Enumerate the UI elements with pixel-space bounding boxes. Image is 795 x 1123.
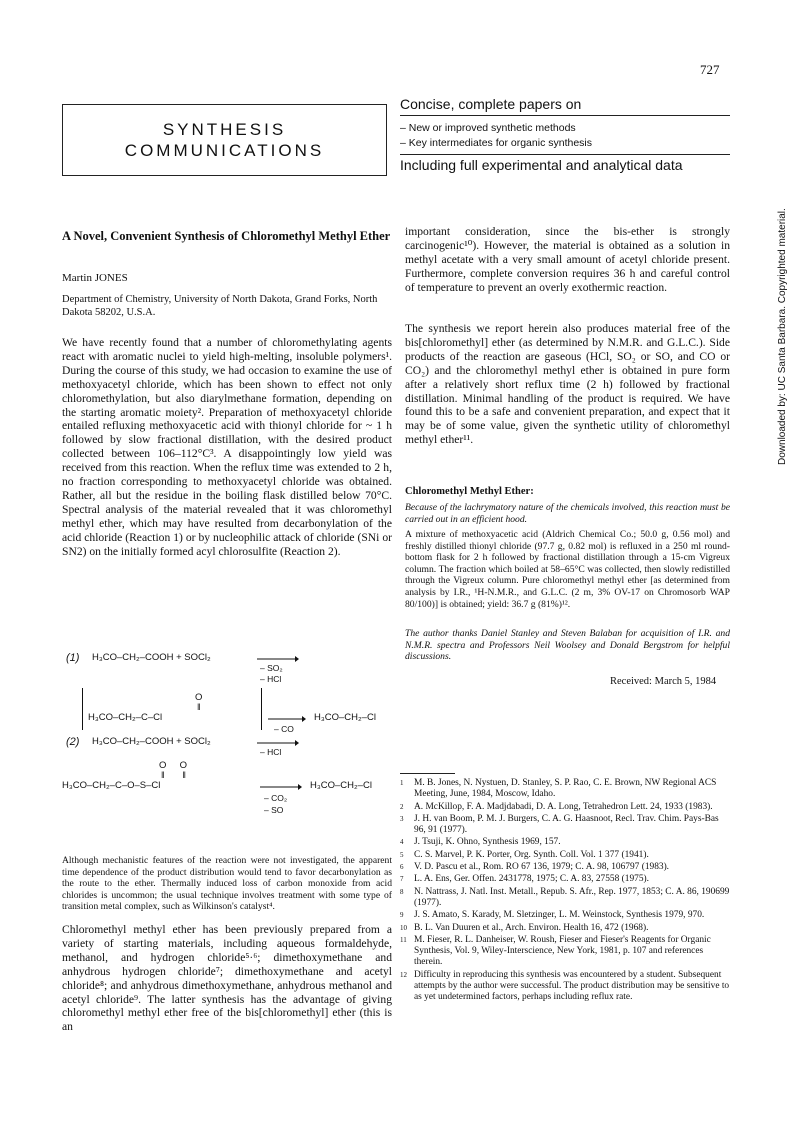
footnote-item [400,802,730,813]
acknowledgements: The author thanks Daniel Stanley and Steven Balaban for acquisition of I.R. and N.M.R. spectra and Professors Neil Woolsey and Donald Bergstrom for helpful discussions. [405,628,730,663]
footnote-text: N. Nattrass, J. Natl. Inst. Metall., Repub. S. Afr., Rep. 1977, 1853; C. A. 86, 190699 (1977). [414,886,730,908]
reaction-1-oxygen: O [195,692,203,703]
reaction-1-intermediate: H₃CO–CH₂–C–Cl [88,712,163,723]
footnote-item [400,923,730,934]
footnote-number: 9 [400,911,404,920]
right-paragraph-1: important consideration, since the bis-ether is strongly carcinogenic¹⁰). However, the material is obtained as a solution in methyl acetate with a very small amount of acetyl chloride present. Furthermore, complete conversion requires 36 h and careful control of temperature to prevent an overly exothermic reaction. [405,225,730,294]
reaction-2-product: H₃CO–CH₂–Cl [310,780,372,791]
reaction-1-arrow-2-icon [268,714,306,724]
footnote-number: 12 [400,970,407,979]
banner-bullet-2: – Key intermediates for organic synthesis [400,137,593,149]
reaction-2-condition: – HCl [260,747,282,757]
footnote-text: Difficulty in reproducing this synthesis was encountered by a student. Subsequent attempts by the author were successful. The product distribution may be sensitive to as yet undetermined factors, perhaps including reflux rate. [414,969,730,1003]
reaction-1-co: – CO [274,724,294,734]
article-author: Martin JONES [62,272,128,284]
reaction-2: (2) H₃CO–CH₂–COOH + SOCl₂ – HCl O O ‖ ‖ H₃CO–CH₂–C–O–S–Cl – CO₂ – SO H₃CO–CH₂–Cl [62,736,372,815]
reaction-2-arrow-2-icon [260,782,302,792]
footnote-item [400,850,730,861]
reaction-1-equation: H₃CO–CH₂–COOH + SOCl₂ [92,652,211,663]
footnote-number: 3 [400,814,404,823]
footnotes [400,778,730,1005]
banner-including: Including full experimental and analytical data [400,157,683,173]
left-paragraph-1: We have recently found that a number of chloromethylating agents react with aromatic nuclei to yield high-melting, insoluble polymers¹. During the course of this study, we had occasion to examine the use of methoxyacetyl chloride, which has been shown to effect not only chloromethylation, but also diarylmethane formation, depending on the starting aromatic moiety². Preparation of methoxyacetyl chloride entailed refluxing methoxyacetic acid with thionyl chloride for ~ 1 h followed by slow fractional distillation, with the desired product collected between 106–112°C³. A disappointingly low yield was received from this reaction. When the reflux time was extended to 2 h, no fraction corresponding to methoxyacetyl chloride was obtained. Rather, all but the residue in the boiling flask distilled below 70°C. Spectral analysis of the material revealed that it was chloromethyl methyl ether, which may have resulted from decarbonylation of the acid chloride (Reaction 1) or by nucleophilic attack of chloride (SNi or SN2) on the initially formed acyl chlorosulfite (Reaction 2). [62,336,392,558]
reaction-2-oxygens: O O [159,760,187,771]
left-paragraph-2: Chloromethyl methyl ether has been previously prepared from a variety of starting materials, including aqueous formaldehyde, methanol, and hydrogen chloride⁵·⁶; dimethoxymethane and anhydrous hydrogen chloride⁷; dimethoxymethane and acetyl chloride⁸; and anhydrous dimethoxymethane, anhydrous methanol and acetyl chloride⁹. The latter synthesis has the advantage of giving chloromethyl methyl ether free of the bis[chloromethyl] ether (this is an [62,923,392,1034]
footnote-item [400,887,730,910]
footnote-item [400,814,730,837]
footnote-number: 5 [400,850,404,859]
experimental-caution: Because of the lachrymatory nature of the chemicals involved, this reaction must be carried out in an efficient hood. [405,502,730,525]
footnote-text: M. Fieser, R. L. Danheiser, W. Roush, Fieser and Fieser's Reagents for Organic Synthesis, Vol. 9, Wiley-Interscience, New York, 1981, p. 107 and references therein. [414,934,711,968]
footnote-text: A. McKillop, F. A. Madjdabadi, D. A. Long, Tetrahedron Lett. 24, 1933 (1983). [414,801,713,812]
reaction-1-bracket [82,688,262,730]
experimental-body: A mixture of methoxyacetic acid (Aldrich Chemical Co.; 50.0 g, 0.56 mol) and freshly distilled thionyl chloride (97.7 g, 0.82 mol) is refluxed in a 250 ml round-bottom flask for 2 h followed by fractional distillation through a 15-cm Vigreux column. The fraction which boiled at 58–65°C was collected, then slowly redistilled through the Vigreux column. Pure chloromethyl methyl ether [as determined from analysis by I.R., ¹H-N.M.R., and G.L.C. (2 m, 3% OV-17 on Chromosorb WAP 80/100)] is obtained; yield: 36.7 g (81%)¹². [405,529,730,610]
footnote-number: 11 [400,935,407,944]
footnote-item [400,874,730,885]
reaction-2-equation: H₃CO–CH₂–COOH + SOCl₂ [92,736,211,747]
footnote-number: 4 [400,838,404,847]
footnote-text: J. Tsuji, K. Ohno, Synthesis 1969, 157. [414,837,561,848]
journal-title-box [62,104,387,176]
footnote-item [400,970,730,1004]
banner-rule-bottom [400,154,730,155]
footnote-number: 6 [400,863,404,872]
footnote-item [400,837,730,848]
reaction-2-intermediate: H₃CO–CH₂–C–O–S–Cl [62,780,161,791]
footnote-number: 7 [400,875,404,884]
footnote-item [400,778,730,801]
left-small-note: Although mechanistic features of the reaction were not investigated, the apparent time dependence of the product distribution would tend to favor decarbonylation as the route to the ether. Thermally induced loss of carbon monoxide from acid chlorides is uncommon; the usual technique involves treatment with some type of transition metal complex, such as Wilkinson's catalyst⁴. [62,855,392,913]
reaction-2-label: (2) [66,736,80,748]
footnote-number: 8 [400,887,404,896]
received-date: Received: March 5, 1984 [610,676,717,687]
reaction-1-product: H₃CO–CH₂–Cl [314,712,376,723]
reaction-1-condition-2: – HCl [260,674,282,684]
footnote-item [400,910,730,921]
reaction-1-label: (1) [66,652,80,664]
footnote-number: 1 [400,779,404,787]
journal-title-line1: SYNTHESIS [162,120,287,139]
reaction-1-condition-1: – SO₂ [260,663,283,673]
article-affiliation: Department of Chemistry, University of North Dakota, Grand Forks, North Dakota 58202, U.S.A. [62,294,378,318]
banner-bullet-1: – New or improved synthetic methods [400,122,576,134]
footnote-number: 2 [400,802,404,811]
footnote-text: M. B. Jones, N. Nystuen, D. Stanley, S. P. Rao, C. E. Brown, NW Regional ACS Meeting, June, 1984, Moscow, Idaho. [414,778,717,800]
banner-rule-top [400,115,730,116]
footnote-text: B. L. Van Duuren et al., Arch. Environ. Health 16, 472 (1968). [414,922,649,933]
footnote-text: J. H. van Boom, P. M. J. Burgers, C. A. G. Haasnoot, Recl. Trav. Chim. Pays-Bas 96, 91 (1977). [414,813,719,836]
reaction-2-so: – SO [264,805,284,815]
experimental-heading: Chloromethyl Methyl Ether: [405,486,534,497]
footnote-rule [400,773,455,774]
footnote-text: J. S. Amato, S. Karady, M. Sletzinger, L. M. Weinstock, Synthesis 1979, 970. [414,910,705,921]
right-paragraph-2: The synthesis we report herein also produces material free of the bis[chloromethyl] ether (as determined by N.M.R. and G.L.C.). Side products of the reaction are gaseous (HCl, SO₂ or SO, and CO or CO₂) and the chloromethyl methyl ether is obtained in pure form after a relatively short reflux time (2 h) followed by fractional distillation. Minimal handling of the product is required. We have found this to be a safe and convenient preparation, and expect that it may be of some value, given the synthetic utility of chloromethyl methyl ether¹¹. [405,322,730,447]
footnote-number: 10 [400,923,407,932]
reaction-1: (1) H₃CO–CH₂–COOH + SOCl₂ – SO₂ – HCl O ‖ H₃CO–CH₂–C–Cl – CO H₃CO–CH₂–Cl [66,652,376,734]
download-notice: Downloaded by: UC Santa Barbara. Copyrighted material. [777,208,788,465]
article-title: A Novel, Convenient Synthesis of Chloromethyl Methyl Ether [62,229,391,243]
footnote-list [400,778,730,1004]
footnote-text: C. S. Marvel, P. K. Porter, Org. Synth. Coll. Vol. 1 377 (1941). [414,849,649,860]
footnote-item [400,935,730,969]
reaction-2-co2: – CO₂ [264,793,288,803]
journal-title-line2: COMMUNICATIONS [124,141,325,160]
footnote-text: V. D. Pascu et al., Rom. RO 67 136, 1979; C. A. 98, 106797 (1983). [414,862,670,873]
banner-concise: Concise, complete papers on [400,96,582,112]
footnote-item [400,862,730,873]
page-number: 727 [700,62,720,77]
footnote-text: L. A. Ens, Ger. Offen. 2431778, 1975; C. A. 83, 27558 (1975). [414,874,649,885]
